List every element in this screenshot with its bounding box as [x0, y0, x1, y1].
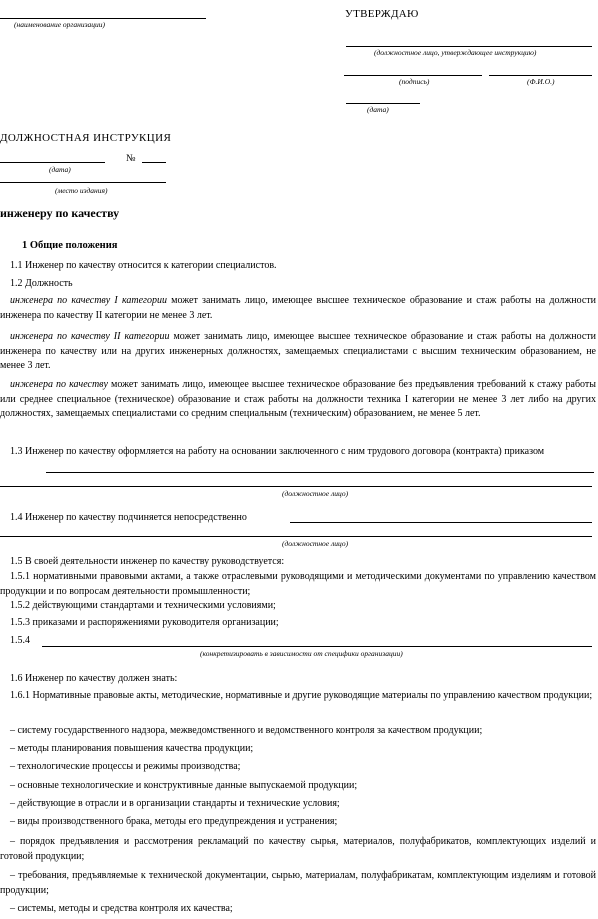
doc-date-caption: (дата) — [49, 165, 71, 174]
category-3-text: может занимать лицо, имеющее высшее техническое образование без предъявления требований к стажу работы или среднее специальное (техническое) образование и стаж работы на должности техника I категории не менее 3 лет либо на других должностях, замещаемых специалистами со средним специальным (техническим) образованием, не менее 5 лет. — [0, 379, 596, 419]
list-item: – основные технологические и конструктивные данные выпускаемой продукции; — [10, 780, 358, 791]
approval-date-line[interactable] — [346, 103, 420, 104]
approve-title: УТВЕРЖДАЮ — [345, 8, 419, 20]
paragraph-1-5-1: 1.5.1 нормативными правовыми актами, а также отраслевыми руководящими и методическими документами по управлению качеством продукции и по вопросам деятельности промышленности; — [0, 571, 596, 597]
doc-number-line[interactable] — [142, 162, 166, 163]
hiring-authority-line-1[interactable] — [46, 472, 594, 473]
list-item: – виды производственного брака, методы его предупреждения и устранения; — [10, 816, 338, 827]
list-item: – системы, методы и средства контроля их качества; — [10, 903, 233, 914]
category-1-text: может занимать лицо, имеющее высшее техническое образование и стаж работы на должности инженера по качеству II категории не менее 3 лет. — [0, 295, 596, 321]
paragraph-1-2: 1.2 Должность — [10, 278, 73, 289]
doc-place-line[interactable] — [0, 182, 166, 183]
paragraph-1-4-caption: (должностное лицо) — [282, 539, 349, 548]
category-3-lead: инженера по качеству — [10, 379, 108, 390]
list-item: – требования, предъявляемые к технической документации, сырью, материалам, полуфабрикатам, комплектующим изделиям и готовой продукции; — [0, 870, 596, 896]
paragraph-1-5: 1.5 В своей деятельности инженер по качеству руководствуется: — [10, 556, 285, 567]
category-1-paragraph — [0, 294, 596, 323]
list-item: – методы планирования повышения качества продукции; — [10, 743, 254, 754]
paragraph-1-5-2: 1.5.2 действующими стандартами и техническими условиями; — [10, 600, 276, 611]
signature-caption: (подпись) — [399, 77, 430, 86]
category-2-text: может занимать лицо, имеющее высшее техническое образование и стаж работы на должности инженера по качеству или на других инженерных должностях, замещаемых специалистами с высшим техническим образованием, не менее 3 лет. — [0, 331, 596, 371]
approver-position-line[interactable] — [346, 46, 592, 47]
paragraph-1-1: 1.1 Инженер по качеству относится к категории специалистов. — [10, 260, 277, 271]
list-item: – технологические процессы и режимы производства; — [10, 761, 241, 772]
doc-number-sign: № — [126, 153, 136, 164]
org-name-caption: (наименование организации) — [14, 20, 106, 29]
paragraph-1-5-4-caption: (конкретизировать в зависимости от специфики организации) — [200, 649, 403, 658]
document-title: ДОЛЖНОСТНАЯ ИНСТРУКЦИЯ — [0, 132, 172, 144]
list-item: – систему государственного надзора, межведомственного и ведомственного контроля за качеством продукции; — [10, 725, 483, 736]
paragraph-1-5-4: 1.5.4 — [10, 635, 30, 646]
category-2-lead: инженера по качеству II категории — [10, 331, 170, 342]
section-heading: 1 Общие положения — [22, 240, 118, 251]
org-name-line[interactable] — [0, 18, 206, 19]
supervisor-line-1[interactable] — [290, 522, 592, 523]
category-1-lead: инженера по качеству I категории — [10, 295, 167, 306]
paragraph-1-6: 1.6 Инженер по качеству должен знать: — [10, 673, 178, 684]
doc-place-caption: (место издания) — [55, 186, 108, 195]
list-item: – действующие в отрасли и в организации стандарты и технические условия; — [10, 798, 340, 809]
signature-line[interactable] — [344, 75, 482, 76]
category-2-paragraph — [0, 330, 596, 374]
paragraph-1-3-caption: (должностное лицо) — [282, 489, 349, 498]
approval-date-caption: (дата) — [367, 105, 389, 114]
paragraph-1-4: 1.4 Инженер по качеству подчиняется непосредственно — [10, 512, 247, 523]
doc-date-line[interactable] — [0, 162, 105, 163]
approver-name-line[interactable] — [489, 75, 592, 76]
supervisor-line-2[interactable] — [0, 536, 592, 537]
list-item: – порядок предъявления и рассмотрения рекламаций по качеству сырья, материалов, полуфабрикатов, комплектующих изделий и готовой продукции; — [0, 836, 596, 862]
document-subject: инженеру по качеству — [0, 206, 120, 220]
regulations-line[interactable] — [42, 646, 592, 647]
approver-position-caption: (должностное лицо, утверждающее инструкцию) — [374, 48, 537, 57]
approver-name-caption: (Ф.И.О.) — [527, 77, 555, 86]
paragraph-1-3: 1.3 Инженер по качеству оформляется на работу на основании заключенного с ним трудового договора (контракта) приказом — [10, 446, 545, 457]
paragraph-1-6-1: 1.6.1 Нормативные правовые акты, методические, нормативные и другие руководящие материалы по управлению качеством продукции; — [10, 690, 593, 701]
category-3-paragraph — [0, 378, 596, 422]
hiring-authority-line-2[interactable] — [0, 486, 592, 487]
paragraph-1-5-3: 1.5.3 приказами и распоряжениями руководителя организации; — [10, 617, 279, 628]
